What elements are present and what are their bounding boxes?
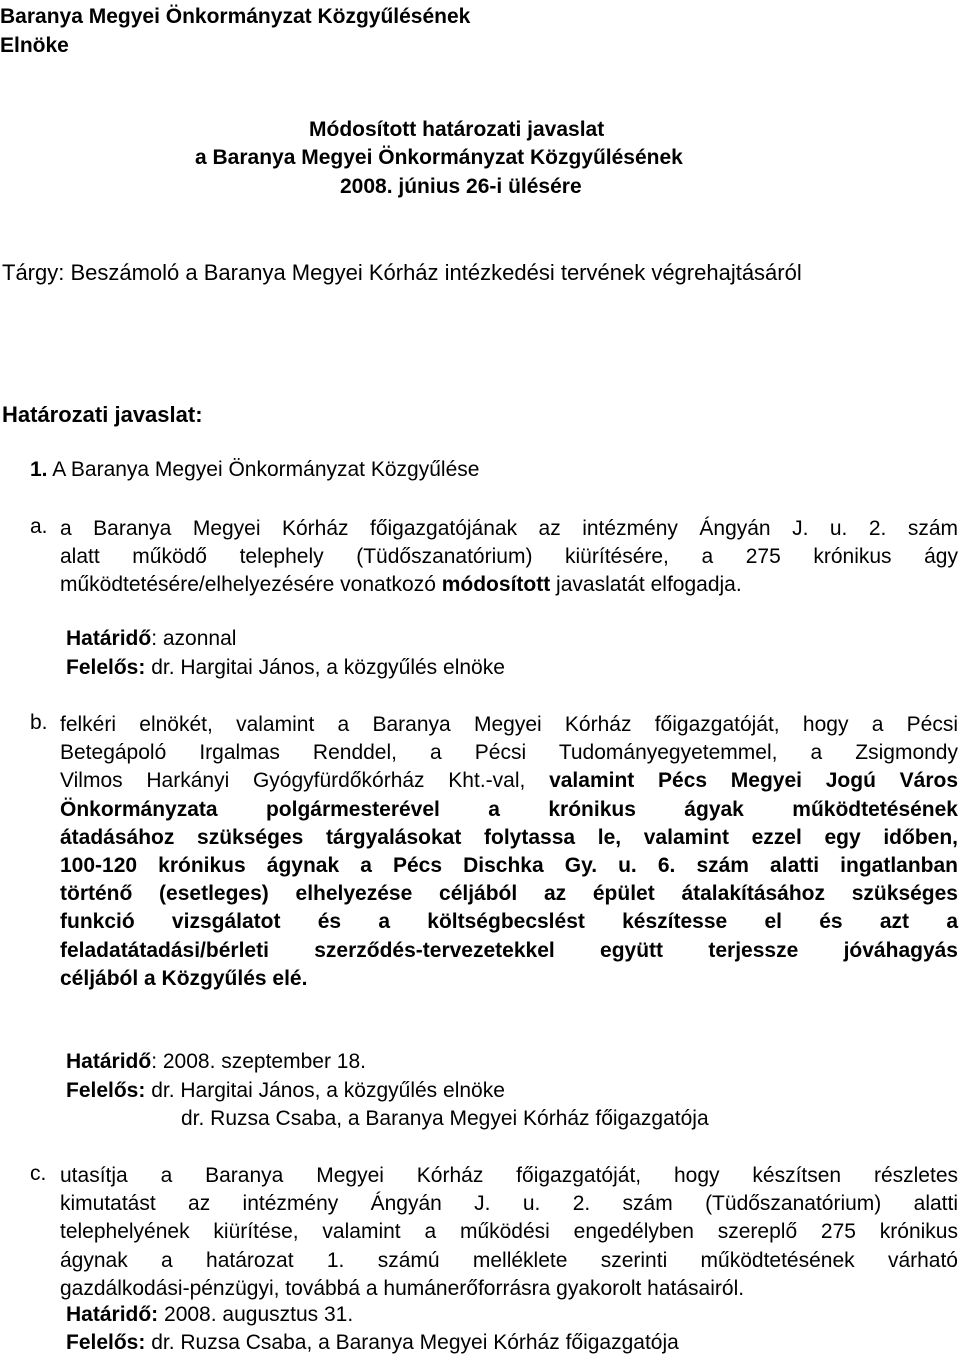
point-a-line3-pre: működtetésére/elhelyezésére vonatkozó: [60, 573, 442, 597]
point-b-line3-bold: valamint Pécs Megyei Jogú Város: [549, 769, 958, 793]
point-c-line5: gazdálkodási-pénzügyi, továbbá a humánerőforrásra gyakorolt hatásairól.: [60, 1276, 745, 1300]
point-a-deadline: [66, 627, 236, 651]
point-b-line10: céljából a Közgyűlés elé.: [60, 966, 308, 990]
point-b-line3: [60, 767, 958, 795]
point-b-line4: Önkormányzata polgármesterével a krónikus ágyak működtetésének: [60, 797, 958, 821]
point-b-line2: Betegápoló Irgalmas Renddel, a Pécsi Tudományegyetemmel, a Zsigmondy: [60, 741, 958, 765]
point-b-line6: 100-120 krónikus ágynak a Pécs Dischka Gy. u. 6. szám alatti ingatlanban: [60, 853, 958, 877]
item1-text: A Baranya Megyei Önkormányzat Közgyűlése: [52, 458, 480, 481]
point-a-body: [60, 515, 958, 600]
point-c-line2: kimutatást az intézmény Ángyán J. u. 2. szám (Tüdőszanatórium) alatti: [60, 1192, 958, 1216]
point-c-line1: utasítja a Baranya Megyei Kórház főigazgatóját, hogy készítsen részletes: [60, 1164, 958, 1187]
point-b-line3-normal: Vilmos Harkányi Gyógyfürdőkórház Kht.-val,: [60, 769, 550, 793]
point-c-responsible: [66, 1331, 679, 1355]
point-c-deadline-value: 2008. augusztus 31.: [158, 1303, 354, 1326]
subject-line: Tárgy: Beszámoló a Baranya Megyei Kórház intézkedési tervének végrehajtásáról: [2, 260, 802, 285]
point-b-letter: b.: [30, 711, 48, 734]
point-c-resp-value: dr. Ruzsa Csaba, a Baranya Megyei Kórház főigazgatója: [145, 1331, 679, 1354]
point-b-resp-value1: dr. Hargitai János, a közgyűlés elnöke: [145, 1079, 505, 1102]
title-line2: a Baranya Megyei Önkormányzat Közgyűlésének: [195, 146, 683, 169]
point-a-resp-value: dr. Hargitai János, a közgyűlés elnöke: [145, 656, 505, 679]
point-c-resp-label: Felelős:: [66, 1331, 146, 1354]
item1: [30, 458, 479, 482]
point-c-line3: telephelyének kiürítése, valamint a működési engedélyben szereplő 275 krónikus: [60, 1220, 958, 1244]
point-a-letter: a.: [30, 515, 48, 538]
point-b-responsible: [66, 1079, 505, 1103]
point-b-line8: funkció vizsgálatot és a költségbecslést készítesse el és azt a: [60, 910, 958, 934]
point-b-line9: feladatátadási/bérleti szerződés-tervezetekkel együtt terjessze jóváhagyás: [60, 938, 958, 962]
point-c-body: [60, 1162, 958, 1303]
title-line1: Módosított határozati javaslat: [309, 118, 605, 141]
item1-number: 1.: [30, 458, 48, 481]
point-a-resp-label: Felelős:: [66, 656, 146, 679]
point-a-deadline-label: Határidő: [66, 627, 152, 650]
point-a-line3-post: javaslatát elfogadja.: [550, 573, 742, 597]
org-line2: Elnöke: [0, 34, 69, 57]
point-a-line2: alatt működő telephely (Tüdőszanatórium) kiürítésére, a 275 krónikus ágy: [60, 545, 958, 569]
point-c-line4: ágynak a határozat 1. számú melléklete szerinti működtetésének várható: [60, 1248, 958, 1272]
point-b-line5: átadásához szükséges tárgyalásokat folytassa le, valamint ezzel egy időben,: [60, 825, 958, 849]
point-b-line1: felkéri elnökét, valamint a Baranya Megyei Kórház főigazgatóját, hogy a Pécsi: [60, 713, 958, 736]
point-a-responsible: [66, 656, 505, 680]
point-a-deadline-value: : azonnal: [151, 627, 237, 650]
point-a-modified: módosított: [441, 573, 551, 597]
point-c-deadline: [66, 1303, 353, 1327]
point-c-deadline-label: Határidő:: [66, 1303, 159, 1326]
title-line3: 2008. június 26-i ülésére: [340, 175, 582, 198]
point-b-resp-value2: dr. Ruzsa Csaba, a Baranya Megyei Kórház főigazgatója: [181, 1107, 709, 1130]
point-b-resp-label: Felelős:: [66, 1079, 146, 1102]
point-a-line1: a Baranya Megyei Kórház főigazgatójának az intézmény Ángyán J. u. 2. szám: [60, 517, 958, 540]
point-b-deadline: [66, 1050, 366, 1074]
point-b-deadline-label: Határidő: [66, 1050, 152, 1073]
point-b-line7: történő (esetleges) elhelyezése céljából az épület átalakításához szükséges: [60, 882, 958, 906]
point-b-body: [60, 711, 958, 993]
point-c-letter: c.: [30, 1162, 47, 1185]
org-line1: Baranya Megyei Önkormányzat Közgyűlésének: [0, 5, 471, 28]
point-b-deadline-value: : 2008. szeptember 18.: [151, 1050, 366, 1073]
point-a-line3: [60, 571, 958, 599]
proposal-heading: Határozati javaslat:: [2, 402, 203, 427]
